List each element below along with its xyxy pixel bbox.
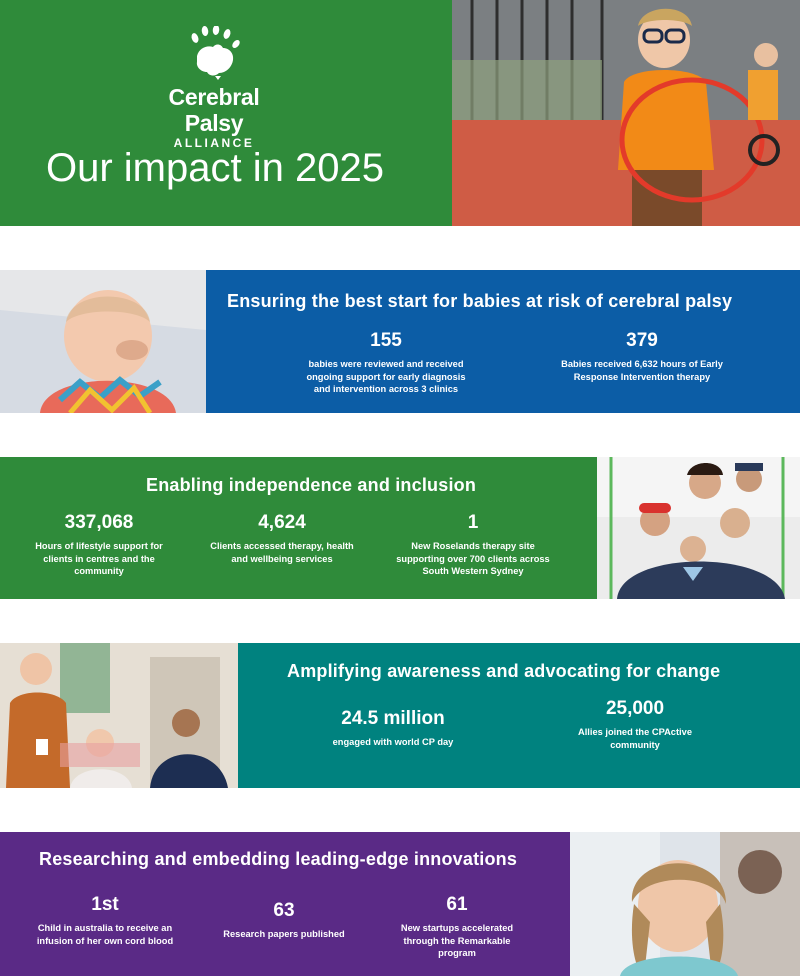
stat-description: Hours of lifestyle support for clients in centres and the community	[35, 541, 163, 577]
awareness-stat-allies	[560, 698, 710, 751]
stat-description: Child in australia to receive an infusion of her own cord blood	[36, 923, 174, 946]
logo-name: Cerebral Palsy	[168, 84, 260, 136]
handprint-australia-icon	[185, 26, 243, 80]
children-group-photo	[597, 457, 800, 599]
stat-description: Research papers published	[223, 929, 345, 939]
awareness-section-title: Amplifying awareness and advocating for change	[287, 661, 721, 681]
awareness-stat-engaged	[318, 708, 468, 749]
babies-stat-155	[300, 330, 472, 396]
stat-description: New Roselands therapy site supporting over 700 clients across South Western Sydney	[396, 541, 550, 577]
research-section-title: Researching and embedding leading-edge innovations	[39, 849, 518, 869]
stat-description: babies were reviewed and received ongoing support for early diagnosis and intervention across 3 clinics	[306, 359, 466, 395]
independence-stat-site	[388, 512, 558, 578]
independence-stat-hours	[26, 512, 172, 578]
stat-description: Babies received 6,632 hours of Early Response Intervention therapy	[561, 359, 723, 382]
girl-smiling-photo	[570, 832, 800, 976]
independence-section-title: Enabling independence and inclusion	[146, 475, 477, 495]
logo-sub: ALLIANCE	[173, 136, 255, 150]
stat-value: 155	[370, 330, 402, 351]
stat-value: 63	[273, 900, 295, 921]
research-stat-papers	[214, 900, 354, 941]
cerebral-palsy-alliance-logo[interactable]	[138, 26, 290, 150]
independence-stat-clients	[206, 512, 358, 565]
stat-value: 1	[467, 512, 479, 533]
babies-stat-379	[560, 330, 724, 383]
header-photo-child-with-hoop	[452, 0, 800, 226]
research-stat-startups	[384, 894, 530, 960]
stat-value: 25,000	[605, 698, 665, 719]
stat-value: 337,068	[64, 512, 134, 533]
independence-section	[0, 457, 597, 599]
stat-value: 1st	[91, 894, 119, 915]
stat-description: Allies joined the CPActive community	[577, 727, 692, 750]
awareness-section	[238, 643, 800, 788]
people-laughing-photo	[0, 643, 238, 788]
babies-section	[206, 270, 800, 413]
stat-value: 379	[626, 330, 658, 351]
stat-description: Clients accessed therapy, health and wellbeing services	[210, 541, 354, 564]
stat-value: 61	[446, 894, 468, 915]
page-title: Our impact in 2025	[46, 146, 384, 190]
stat-value: 24.5 million	[341, 708, 445, 729]
stat-description: engaged with world CP day	[332, 737, 454, 747]
research-stat-first	[32, 894, 178, 947]
baby-smiling-photo	[0, 270, 206, 413]
babies-section-title: Ensuring the best start for babies at risk of cerebral palsy	[227, 291, 733, 311]
stat-value: 4,624	[258, 512, 306, 533]
stat-description: New startups accelerated through the Remarkable program	[400, 923, 514, 959]
header-panel	[0, 0, 452, 226]
research-section	[0, 832, 570, 976]
